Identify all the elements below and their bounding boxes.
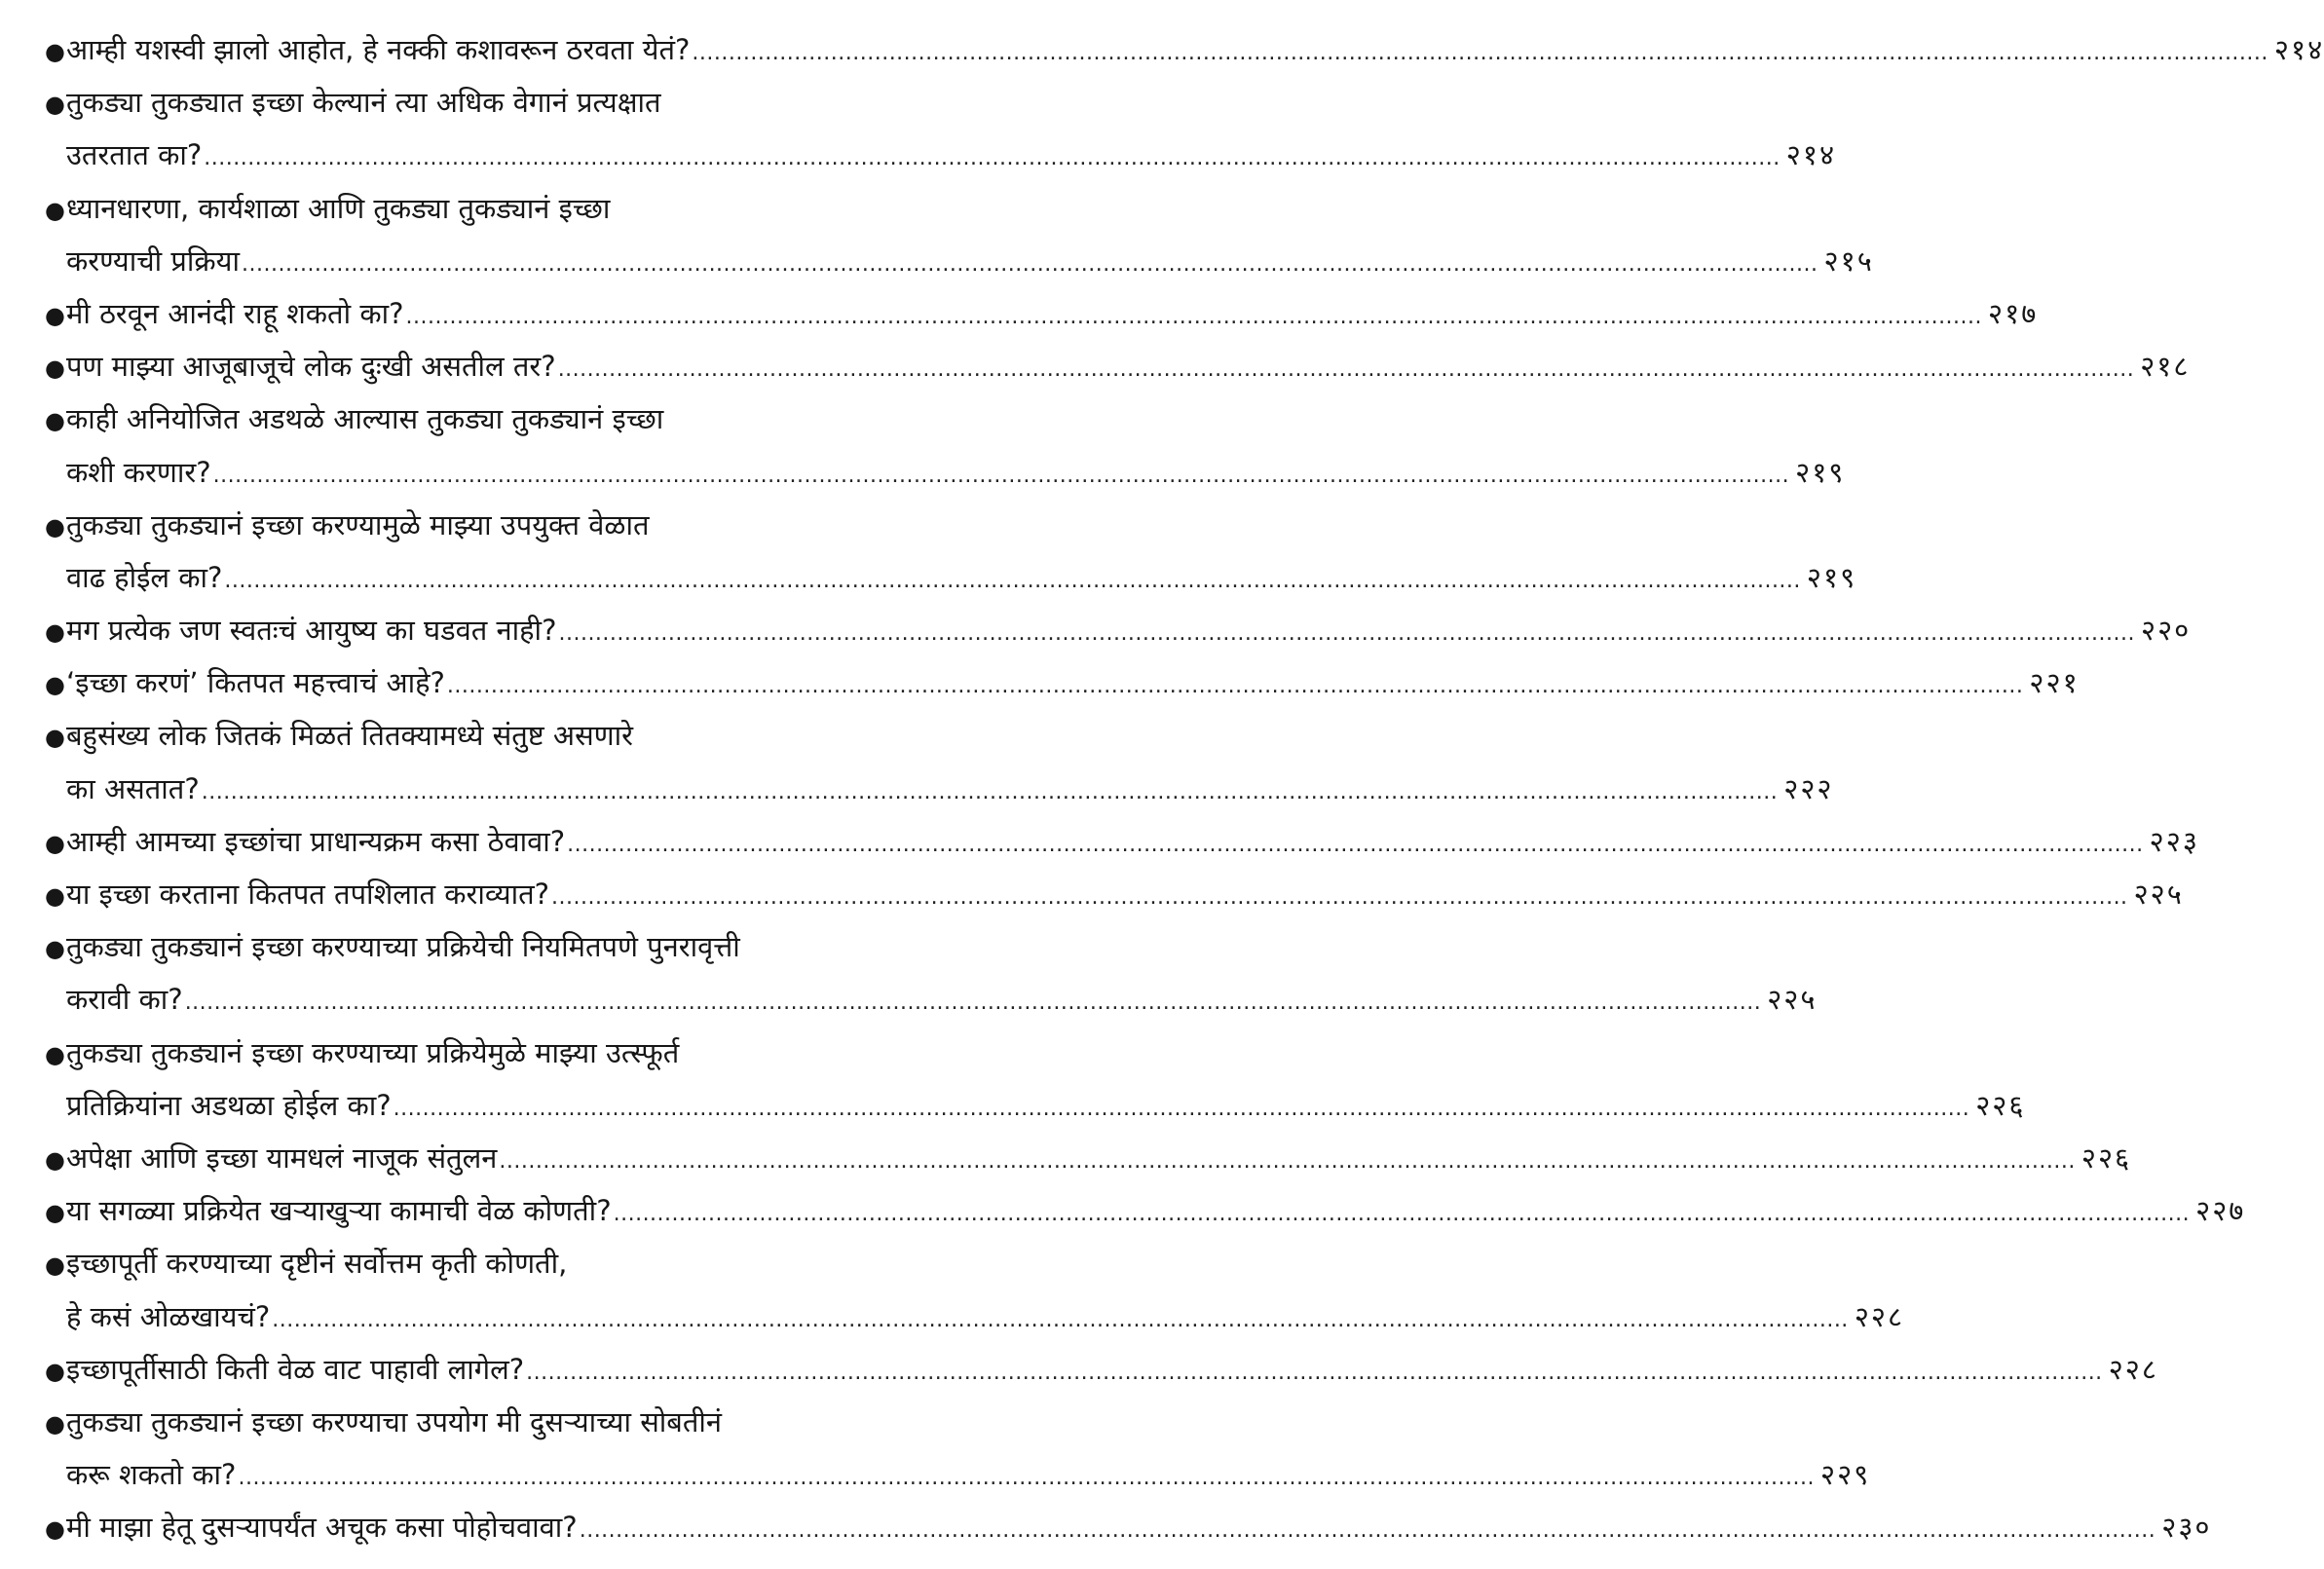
bullet-icon: ● xyxy=(45,829,65,857)
page-number: २२० xyxy=(2141,614,2192,648)
page-number: २२७ xyxy=(2195,1194,2246,1228)
bullet-icon: ● xyxy=(45,618,65,647)
toc-entry-line xyxy=(45,1132,2132,1184)
page-number: २२८ xyxy=(1854,1299,1905,1333)
bullet-icon: ● xyxy=(45,882,65,910)
page-number: २२९ xyxy=(1819,1458,1871,1492)
dot-leader: ........................................................................................................................................................................................................................ xyxy=(692,41,2268,65)
page-number: २३० xyxy=(2161,1511,2212,1545)
dot-leader: ........................................................................................................................................................................................................................ xyxy=(184,990,1762,1016)
toc-entry-title: करण्याची प्रक्रिया xyxy=(66,243,240,278)
page-number: २१८ xyxy=(2140,350,2191,384)
dot-leader: ........................................................................................................................................................................................................................ xyxy=(242,251,1818,277)
page-number: २१९ xyxy=(1795,455,1846,489)
toc-entry-title: वाढ होईल का? xyxy=(66,560,223,594)
page-number: २१७ xyxy=(1988,296,2039,330)
bullet-icon: ● xyxy=(45,196,65,224)
bullet-icon: ● xyxy=(45,1515,65,1544)
dot-leader: ........................................................................................................................................................................................................................ xyxy=(526,1360,2103,1385)
toc-entry-title: आम्ही यशस्वी झालो आहोत, हे नक्की कशावरून ठरवता येतं? xyxy=(66,33,691,66)
page-number: २२५ xyxy=(2133,878,2184,911)
toc-entry xyxy=(45,1027,2026,1132)
bullet-icon: ● xyxy=(45,671,65,699)
toc-entry-title: हे कसं ओळखायचं? xyxy=(66,1299,271,1333)
toc-entry-title: अपेक्षा आणि इच्छा यामधलं नाजूक संतुलन xyxy=(66,1140,498,1175)
table-of-contents xyxy=(45,23,2324,1553)
toc-entry-line xyxy=(45,656,2080,709)
toc-entry-title: काही अनियोजित अडथळे आल्यास तुकड्या तुकड्यानं इच्छा xyxy=(66,402,664,436)
bullet-icon: ● xyxy=(45,1145,65,1174)
toc-entry xyxy=(45,76,1837,181)
toc-entry-title: प्रतिक्रियांना अडथळा होईल का? xyxy=(66,1088,392,1122)
toc-entry xyxy=(45,1396,1871,1501)
toc-entry xyxy=(45,1501,2212,1553)
toc-entry xyxy=(45,709,1834,814)
toc-entry-line xyxy=(45,1184,2246,1237)
dot-leader: ........................................................................................................................................................................................................................ xyxy=(613,1202,2191,1227)
toc-entry-line xyxy=(45,446,1846,499)
page-number: २२६ xyxy=(2080,1140,2132,1175)
page-number: २२८ xyxy=(2108,1352,2158,1386)
toc-entry xyxy=(45,340,2191,392)
toc-entry-title: तुकड्या तुकड्यानं इच्छा करण्याच्या प्रक्रियेमुळे माझ्या उत्स्फूर्त xyxy=(66,1035,680,1069)
bullet-icon: ● xyxy=(45,301,65,329)
bullet-icon: ● xyxy=(45,512,65,541)
bullet-icon: ● xyxy=(45,1409,65,1438)
page-number: २२६ xyxy=(1975,1088,2026,1122)
page-number: २२१ xyxy=(2029,666,2080,700)
bullet-icon: ● xyxy=(45,1040,65,1068)
toc-entry-title: करू शकतो का? xyxy=(66,1458,237,1492)
bullet-icon: ● xyxy=(45,1199,65,1227)
toc-entry-line xyxy=(45,1448,1871,1501)
page-number: २१४ xyxy=(1785,138,1837,172)
toc-entry xyxy=(45,1184,2246,1237)
bullet-icon: ● xyxy=(45,935,65,963)
toc-entry-title: आम्ही आमच्या इच्छांचा प्राधान्यक्रम कसा ठेवावा? xyxy=(66,824,566,858)
toc-entry xyxy=(45,1343,2158,1396)
dot-leader: ........................................................................................................................................................................................................................ xyxy=(446,674,2024,699)
toc-entry xyxy=(45,656,2080,709)
toc-entry-title: बहुसंख्य लोक जितकं मिळतं तितक्यामध्ये संतुष्ट असणारे xyxy=(66,719,634,753)
toc-entry xyxy=(45,287,2039,340)
toc-entry-line xyxy=(45,1501,2212,1553)
toc-entry-line xyxy=(45,763,1834,815)
toc-entry-title: मी ठरवून आनंदी राहू शकतो का? xyxy=(66,296,404,330)
toc-entry-title: का असतात? xyxy=(66,771,200,805)
toc-entry xyxy=(45,1132,2132,1184)
dot-leader: ........................................................................................................................................................................................................................ xyxy=(557,357,2135,383)
toc-entry-title: तुकड्या तुकड्यानं इच्छा करण्यामुळे माझ्या उपयुक्त वेळात xyxy=(66,507,650,542)
toc-entry-line xyxy=(45,551,1857,604)
toc-entry-line xyxy=(45,868,2184,920)
toc-entry-line xyxy=(45,392,941,445)
toc-entry xyxy=(45,868,2184,920)
toc-entry-line xyxy=(45,182,941,235)
dot-leader: ........................................................................................................................................................................................................................ xyxy=(567,832,2144,857)
bullet-icon: ● xyxy=(45,1357,65,1385)
toc-entry-line xyxy=(45,1343,2158,1396)
dot-leader: ........................................................................................................................................................................................................................ xyxy=(393,1096,1970,1121)
bullet-icon: ● xyxy=(45,724,65,752)
toc-entry-line xyxy=(45,1290,1905,1343)
toc-entry-line xyxy=(45,815,2199,868)
toc-entry-title: तुकड्या तुकड्यानं इच्छा करण्याचा उपयोग मी दुसऱ्याच्या सोबतीनं xyxy=(66,1404,723,1438)
toc-entry-title: करावी का? xyxy=(66,983,183,1017)
toc-entry-line xyxy=(45,1237,941,1289)
toc-entry-title: ‘इच्छा करणं’ कितपत महत्त्वाचं आहे? xyxy=(66,666,445,700)
toc-entry xyxy=(45,815,2199,868)
toc-entry-line xyxy=(45,23,2324,76)
toc-entry-title: या इच्छा करताना कितपत तपशिलात कराव्यात? xyxy=(66,878,550,911)
toc-entry-title: उतरतात का? xyxy=(66,138,203,172)
toc-entry-title: इच्छापूर्ती करण्याच्या दृष्टीनं सर्वोत्तम कृती कोणती, xyxy=(66,1247,568,1281)
toc-entry xyxy=(45,920,1818,1026)
dot-leader: ........................................................................................................................................................................................................................ xyxy=(579,1518,2156,1544)
dot-leader: ........................................................................................................................................................................................................................ xyxy=(238,1466,1815,1491)
bullet-icon: ● xyxy=(45,407,65,435)
toc-entry-title: या सगळ्या प्रक्रियेत खऱ्याखुऱ्या कामाची वेळ कोणती? xyxy=(66,1194,612,1228)
page-number: २१९ xyxy=(1806,560,1857,594)
toc-entry-line xyxy=(45,1027,941,1079)
toc-entry-title: मी माझा हेतू दुसऱ्यापर्यंत अचूक कसा पोहोचवावा? xyxy=(66,1511,578,1545)
toc-entry xyxy=(45,604,2192,656)
toc-entry-line xyxy=(45,235,1874,287)
toc-entry-title: तुकड्या तुकड्यात इच्छा केल्यानं त्या अधिक वेगानं प्रत्यक्षात xyxy=(66,86,661,120)
toc-entry xyxy=(45,23,2324,76)
bullet-icon: ● xyxy=(45,38,65,65)
toc-entry-line xyxy=(45,287,2039,340)
bullet-icon: ● xyxy=(45,1251,65,1280)
toc-entry-line xyxy=(45,129,1837,181)
page-number: २१५ xyxy=(1823,243,1874,278)
bullet-icon: ● xyxy=(45,91,65,119)
bullet-icon: ● xyxy=(45,355,65,383)
dot-leader: ........................................................................................................................................................................................................................ xyxy=(272,1307,1849,1332)
toc-entry-title: कशी करणार? xyxy=(66,455,211,489)
toc-entry xyxy=(45,392,1846,498)
toc-entry-title: पण माझ्या आजूबाजूचे लोक दुःखी असतील तर? xyxy=(66,350,556,384)
toc-entry-line xyxy=(45,920,941,973)
dot-leader: ........................................................................................................................................................................................................................ xyxy=(224,568,1801,593)
toc-entry xyxy=(45,182,1874,287)
toc-entry-line xyxy=(45,709,941,762)
toc-entry-line xyxy=(45,340,2191,392)
dot-leader: ........................................................................................................................................................................................................................ xyxy=(551,885,2128,910)
toc-entry-line xyxy=(45,1396,941,1448)
toc-entry xyxy=(45,499,1857,604)
dot-leader: ........................................................................................................................................................................................................................ xyxy=(212,463,1790,488)
toc-entry-title: मग प्रत्येक जण स्वतःचं आयुष्य का घडवत नाही? xyxy=(66,614,557,648)
page-number: २२३ xyxy=(2149,824,2199,858)
toc-entry-line xyxy=(45,973,1818,1026)
toc-entry xyxy=(45,1237,1905,1342)
toc-entry-line xyxy=(45,604,2192,656)
toc-entry-title: तुकड्या तुकड्यानं इच्छा करण्याच्या प्रक्रियेची नियमितपणे पुनरावृत्ती xyxy=(66,930,740,964)
dot-leader: ........................................................................................................................................................................................................................ xyxy=(499,1148,2076,1174)
toc-entry-line xyxy=(45,76,941,129)
page-number: २१४ xyxy=(2273,33,2324,66)
toc-entry-title: ध्यानधारणा, कार्यशाळा आणि तुकड्या तुकड्यानं इच्छा xyxy=(66,191,611,225)
dot-leader: ........................................................................................................................................................................................................................ xyxy=(405,304,1983,329)
toc-entry-line xyxy=(45,1079,2026,1132)
page-number: २२५ xyxy=(1767,983,1818,1017)
dot-leader: ........................................................................................................................................................................................................................ xyxy=(558,621,2135,647)
toc-entry-title: इच्छापूर्तीसाठी किती वेळ वाट पाहावी लागेल? xyxy=(66,1352,525,1386)
dot-leader: ........................................................................................................................................................................................................................ xyxy=(201,779,1779,804)
dot-leader: ........................................................................................................................................................................................................................ xyxy=(204,146,1780,171)
page-number: २२२ xyxy=(1783,771,1834,805)
toc-entry-line xyxy=(45,499,941,551)
